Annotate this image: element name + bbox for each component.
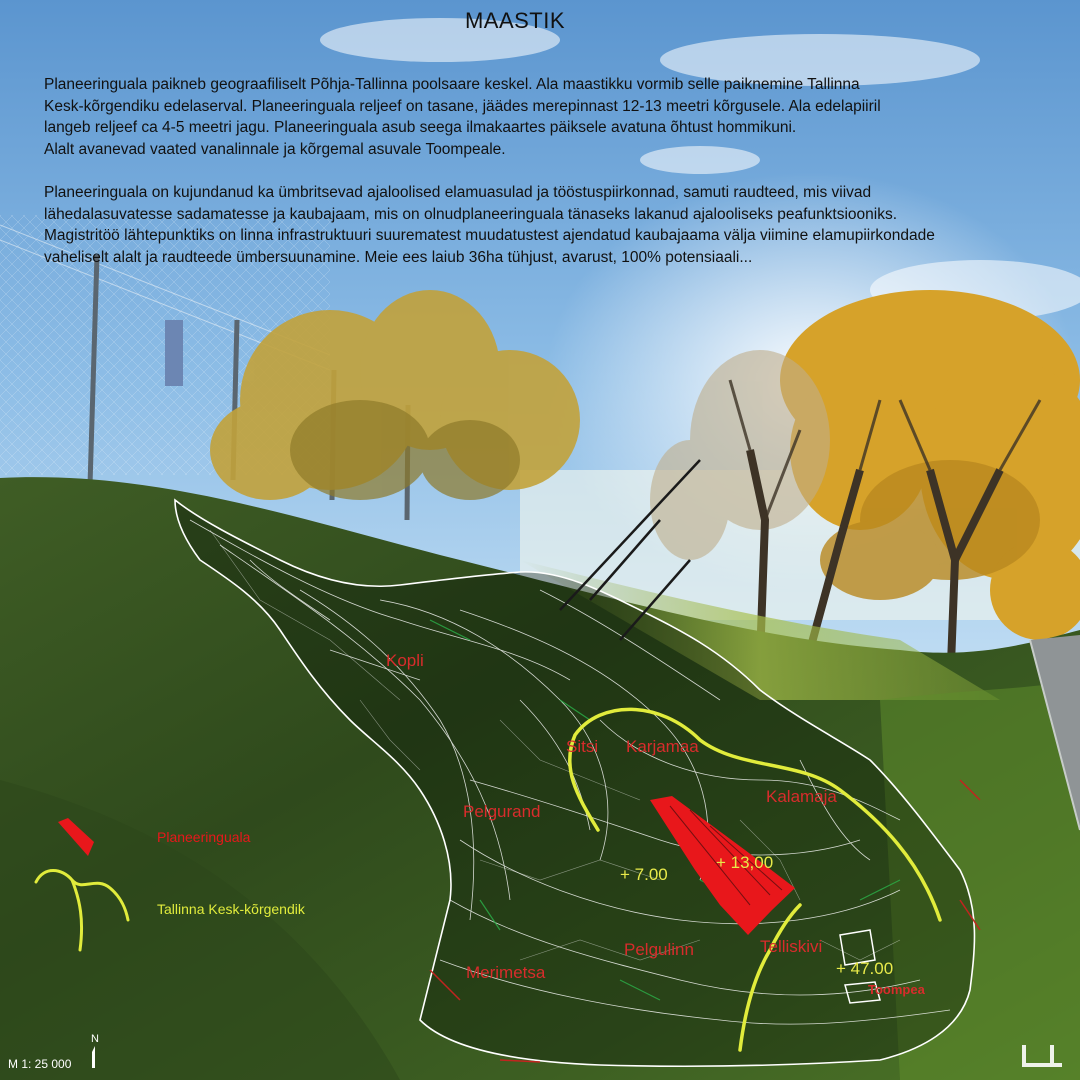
legend-planning-area-label: Planeeringuala — [157, 829, 251, 845]
district-label-merimetsa: Merimetsa — [466, 963, 546, 982]
north-label: N — [91, 1033, 99, 1045]
context-paragraph — [44, 182, 1034, 268]
context-line: Magistritöö lähtepunktiks on linna infrastruktuuri suurematest muudatustest ajendatud kaubajaama välja viimine elamupiirkondade — [44, 227, 935, 244]
elevation-label-47: + 47.00 — [836, 959, 894, 978]
elevation-label-13: + 13,00 — [716, 853, 774, 872]
district-label-toompea: Toompea — [868, 982, 925, 997]
district-label-karjamaa: Karjamaa — [626, 737, 699, 756]
district-label-kalamaja: Kalamaja — [766, 787, 837, 806]
context-line: lähedalasuvatesse sadamatesse ja kaubajaam, mis on olnudplaneeringuala tänaseks lakanud ajalooliseks peafunktsiooniks. — [44, 205, 898, 223]
intro-line: langeb reljeef ca 4-5 meetri jagu. Planeeringuala asub seega ilmakaartes päiksele avatuna õhtust hommikuni. — [44, 119, 797, 136]
district-label-pelgurand: Pelgurand — [463, 802, 541, 821]
intro-line: Kesk-kõrgendiku edelaserval. Planeeringuala reljeef on tasane, jäädes merepinnast 12-13 meetri kõrgusele. Ala edelapiiril — [44, 97, 881, 115]
district-label-telliskivi: Telliskivi — [760, 937, 823, 956]
district-label-pelgulinn: Pelgulinn — [624, 940, 694, 959]
legend-ridge-label: Tallinna Kesk-kõrgendik — [157, 901, 305, 917]
page-title: MAASTIK — [464, 8, 566, 33]
intro-paragraph — [44, 74, 1034, 160]
intro-line: Planeeringuala paikneb geograafiliselt Põhja-Tallinna poolsaare keskel. Ala maastikku vormib selle paiknemine Tallinna — [44, 76, 860, 93]
scale-label: M 1: 25 000 — [8, 1057, 72, 1071]
elevation-label-7: + 7.00 — [620, 865, 668, 884]
intro-line: Alalt avanevad vaated vanalinnale ja kõrgemal asuvale Toompeale. — [44, 140, 506, 158]
district-label-sitsi: Sitsi — [566, 737, 599, 756]
context-line: Planeeringuala on kujundanud ka ümbritsevad ajaloolised elamuasulad ja tööstuspiirkonnad, samuti raudteed, mis viivad — [44, 184, 872, 201]
context-line: vaheliselt alalt ja raudteede ümbersuunamine. Meie ees laiub 36ha tühjust, avarust, 100% potensiaali... — [44, 248, 753, 266]
district-label-kopli: Kopli — [386, 651, 424, 670]
